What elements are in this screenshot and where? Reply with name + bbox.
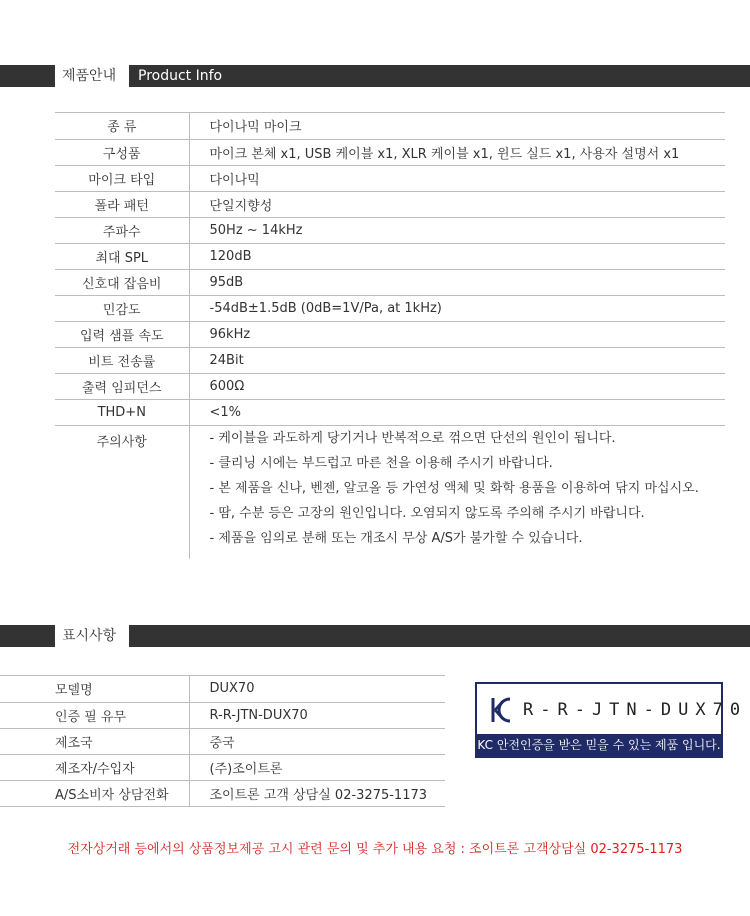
table-row	[55, 373, 725, 399]
table-row	[55, 295, 725, 321]
spec-label: 최대 SPL	[55, 243, 189, 269]
header-bar-left	[0, 625, 55, 647]
label-value: DUX70	[189, 676, 445, 702]
label-value: 조이트론 고객 상담실 02-3275-1173	[189, 780, 445, 806]
spec-value: 600Ω	[189, 373, 725, 399]
kc-caption: KC 안전인증을 받은 믿을 수 있는 제품 입니다.	[477, 734, 721, 756]
label-value: (주)조이트론	[189, 754, 445, 780]
spec-label: 입력 샘플 속도	[55, 321, 189, 347]
table-row	[55, 321, 725, 347]
spec-label: 주파수	[55, 217, 189, 243]
product-info-header	[0, 65, 750, 87]
table-row	[55, 139, 725, 165]
product-info-title-ko: 제품안내	[62, 68, 117, 84]
spec-label: 구성품	[55, 139, 189, 165]
caution-item: - 클리닝 시에는 부드럽고 마른 천을 이용해 주시기 바랍니다.	[209, 455, 553, 471]
table-row-cautions	[55, 425, 725, 559]
spec-label: 비트 전송률	[55, 347, 189, 373]
spec-value: 단일지향성	[189, 191, 725, 217]
label-key: 인증 필 유무	[0, 702, 189, 728]
label-key: A/S소비자 상담전화	[0, 780, 189, 806]
header-bar-right	[129, 625, 750, 647]
labeling-table	[0, 676, 445, 807]
kc-logo-icon	[491, 696, 513, 724]
spec-value: 50Hz ~ 14kHz	[189, 217, 725, 243]
inquiry-notice: 전자상거래 등에서의 상품정보제공 고시 관련 문의 및 추가 내용 요청 : 조이트론 고객상담실 02-3275-1173	[67, 842, 683, 857]
table-row	[0, 754, 445, 780]
spec-label: THD+N	[55, 399, 189, 425]
table-row	[0, 728, 445, 754]
label-key: 모델명	[0, 676, 189, 702]
product-spec-table	[55, 113, 725, 559]
caution-item: - 케이블을 과도하게 당기거나 반복적으로 꺾으면 단선의 원인이 됩니다.	[209, 430, 616, 446]
spec-label: 마이크 타입	[55, 165, 189, 191]
spec-label: 폴라 패턴	[55, 191, 189, 217]
table-row	[55, 269, 725, 295]
header-bar-right	[129, 65, 750, 87]
spec-label: 민감도	[55, 295, 189, 321]
table-row	[55, 347, 725, 373]
label-key: 제조국	[0, 728, 189, 754]
spec-value: 24Bit	[189, 347, 725, 373]
label-value: 중국	[189, 728, 445, 754]
spec-label: 출력 임피던스	[55, 373, 189, 399]
spec-value: 다이나믹 마이크	[189, 113, 725, 139]
caution-item: - 본 제품을 신나, 벤젠, 알코올 등 가연성 액체 및 화학 용품을 이용하여 닦지 마십시오.	[209, 480, 699, 496]
spec-value: 다이나믹	[189, 165, 725, 191]
kc-certification-mark	[475, 682, 748, 758]
labeling-title-ko: 표시사항	[62, 628, 117, 644]
kc-code: R-R-JTN-DUX70	[523, 700, 748, 720]
table-row	[55, 217, 725, 243]
label-key: 제조자/수입자	[0, 754, 189, 780]
table-row	[55, 165, 725, 191]
table-row	[0, 702, 445, 728]
spec-value: 120dB	[189, 243, 725, 269]
table-row	[0, 780, 445, 806]
header-bar-left	[0, 65, 55, 87]
spec-value: 96kHz	[189, 321, 725, 347]
spec-value: 마이크 본체 x1, USB 케이블 x1, XLR 케이블 x1, 윈드 실드 x1, 사용자 설명서 x1	[189, 139, 725, 165]
spec-value: -54dB±1.5dB (0dB=1V/Pa, at 1kHz)	[189, 295, 725, 321]
table-row	[55, 243, 725, 269]
product-info-title-en: Product Info	[138, 68, 223, 84]
table-row	[0, 676, 445, 702]
spec-label: 종 류	[55, 113, 189, 139]
caution-item: - 제품을 임의로 분해 또는 개조시 무상 A/S가 불가할 수 있습니다.	[209, 530, 583, 546]
labeling-header	[0, 625, 750, 647]
table-row	[55, 191, 725, 217]
spec-label: 신호대 잡음비	[55, 269, 189, 295]
label-value: R-R-JTN-DUX70	[189, 702, 445, 728]
table-row	[55, 113, 725, 139]
spec-value: 95dB	[189, 269, 725, 295]
spec-value: <1%	[189, 399, 725, 425]
caution-item: - 땀, 수분 등은 고장의 원인입니다. 오염되지 않도록 주의해 주시기 바랍니다.	[209, 505, 645, 521]
cautions-label: 주의사항	[55, 425, 189, 559]
cautions-list	[189, 425, 725, 559]
table-row	[55, 399, 725, 425]
